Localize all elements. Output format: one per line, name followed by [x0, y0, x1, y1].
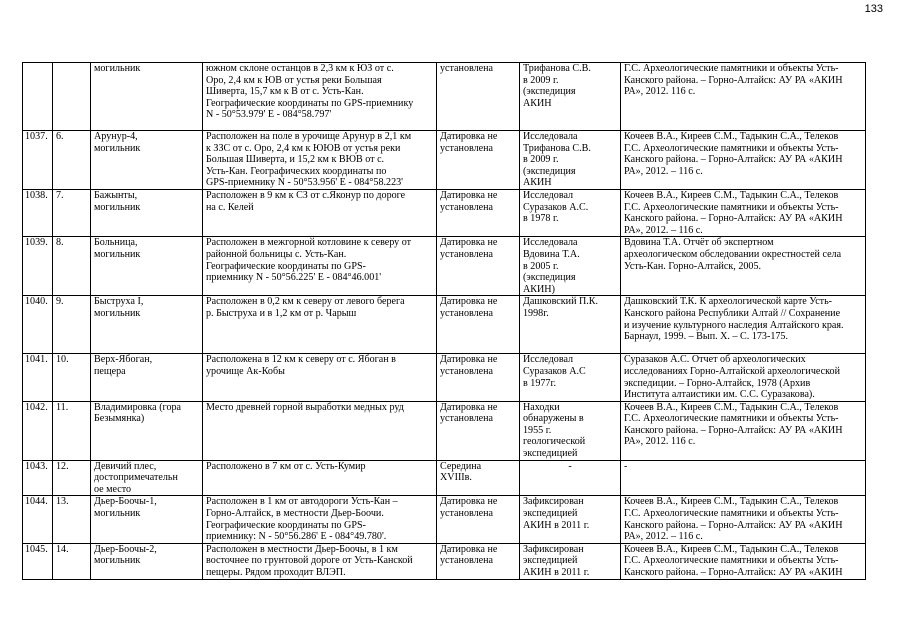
item-number: 7. — [53, 189, 91, 236]
registry-number — [23, 63, 53, 131]
source-reference: - — [621, 460, 866, 496]
monument-location: Расположен в 0,2 км к северу от левого берега р. Быструха и в 1,2 км от р. Чарыш — [203, 296, 437, 354]
monument-dating: Датировка не установлена — [437, 354, 520, 401]
table-row — [23, 496, 866, 543]
monument-name: Быструха I, могильник — [91, 296, 203, 354]
research-info: Дашковский П.К. 1998г. — [520, 296, 621, 354]
monument-location: Расположено в 7 км от с. Усть-Кумир — [203, 460, 437, 496]
item-number: 12. — [53, 460, 91, 496]
monument-dating: Датировка не установлена — [437, 496, 520, 543]
source-reference: Суразаков А.С. Отчет об археологических исследованиях Горно-Алтайской археологической экспедиции. – Горно-Алтайск, 1978 (Архив Института алтаистики им. С.С. Суразакова). — [621, 354, 866, 401]
monument-location: Место древней горной выработки медных руд — [203, 401, 437, 460]
monument-dating: Датировка не установлена — [437, 237, 520, 296]
monument-dating: установлена — [437, 63, 520, 131]
item-number: 6. — [53, 131, 91, 190]
source-reference: Кочеев В.А., Киреев С.М., Тадыкин С.А., Телеков Г.С. Археологические памятники и объекты Усть- Канского района. – Горно-Алтайск: АУ РА «АКИН РА», 2012. – 116 с. — [621, 131, 866, 190]
registry-number: 1037. — [23, 131, 53, 190]
monument-name: Девичий плес, достопримечательн ое место — [91, 460, 203, 496]
table-row — [23, 543, 866, 579]
monument-name: Дьер-Боочы-2, могильник — [91, 543, 203, 579]
research-info: Зафиксирован экспедицией АКИН в 2011 г. — [520, 543, 621, 579]
registry-number: 1045. — [23, 543, 53, 579]
research-info: Исследовал Суразаков А.С в 1977г. — [520, 354, 621, 401]
table-row — [23, 401, 866, 460]
source-reference: Кочеев В.А., Киреев С.М., Тадыкин С.А., Телеков Г.С. Археологические памятники и объекты Усть- Канского района. – Горно-Алтайск: АУ РА «АКИН РА», 2012. 116 с. — [621, 401, 866, 460]
table-row — [23, 63, 866, 131]
registry-number: 1042. — [23, 401, 53, 460]
monument-location: Расположена в 12 км к северу от с. Ябоган в урочище Ак-Кобы — [203, 354, 437, 401]
monument-dating: Датировка не установлена — [437, 296, 520, 354]
registry-number: 1038. — [23, 189, 53, 236]
research-info: - — [520, 460, 621, 496]
source-reference: Кочеев В.А., Киреев С.М., Тадыкин С.А., Телеков Г.С. Археологические памятники и объекты Усть- Канского района. – Горно-Алтайск: АУ РА «АКИН РА», 2012. – 116 с. — [621, 189, 866, 236]
source-reference: Кочеев В.А., Киреев С.М., Тадыкин С.А., Телеков Г.С. Археологические памятники и объекты Усть- Канского района. – Горно-Алтайск: АУ РА «АКИН РА», 2012. – 116 с. — [621, 496, 866, 543]
source-reference: Кочеев В.А., Киреев С.М., Тадыкин С.А., Телеков Г.С. Археологические памятники и объекты Усть- Канского района. – Горно-Алтайск: АУ РА «АКИН — [621, 543, 866, 579]
monument-name: Арунур-4, могильник — [91, 131, 203, 190]
item-number: 8. — [53, 237, 91, 296]
monument-name: Дьер-Боочы-1, могильник — [91, 496, 203, 543]
research-info: Трифанова С.В. в 2009 г. (экспедиция АКИН — [520, 63, 621, 131]
research-info: Находки обнаружены в 1955 г. геологической экспедицией — [520, 401, 621, 460]
monument-name: могильник — [91, 63, 203, 131]
monument-name: Верх-Ябоган, пещера — [91, 354, 203, 401]
monument-name: Больница, могильник — [91, 237, 203, 296]
monument-dating: Датировка не установлена — [437, 189, 520, 236]
item-number: 10. — [53, 354, 91, 401]
research-info: Исследовала Вдовина Т.А. в 2005 г. (экспедиция АКИН) — [520, 237, 621, 296]
item-number: 9. — [53, 296, 91, 354]
item-number — [53, 63, 91, 131]
monument-dating: Середина XVIIIв. — [437, 460, 520, 496]
item-number: 13. — [53, 496, 91, 543]
registry-number: 1044. — [23, 496, 53, 543]
monuments-table — [22, 62, 866, 580]
table-row — [23, 460, 866, 496]
table-row — [23, 189, 866, 236]
monument-location: Расположен в 9 км к СЗ от с.Яконур по дороге на с. Келей — [203, 189, 437, 236]
monument-location: Расположен в межгорной котловине к северу от районной больницы с. Усть-Кан. Географические координаты по GPS- приемнику N - 50°56.225' E - 084°46.001' — [203, 237, 437, 296]
research-info: Зафиксирован экспедицией АКИН в 2011 г. — [520, 496, 621, 543]
monument-location: Расположен в 1 км от автодороги Усть-Кан – Горно-Алтайск, в местности Дьер-Боочи. Географические координаты по GPS- приемнику: N - 50°56.286' E - 084°49.780'. — [203, 496, 437, 543]
monument-name: Бажынты, могильник — [91, 189, 203, 236]
registry-number: 1041. — [23, 354, 53, 401]
monument-dating: Датировка не установлена — [437, 401, 520, 460]
registry-number: 1039. — [23, 237, 53, 296]
monument-location: Расположен на поле в урочище Арунур в 2,1 км к ЗЗС от с. Оро, 2,4 км к ЮЮВ от устья реки Большая Шиверта, и 15,2 км к ВЮВ от с. Усть-Кан. Географических координаты по GPS-приемнику N - 50°53.956' E - 084°58.223' — [203, 131, 437, 190]
registry-number: 1043. — [23, 460, 53, 496]
source-reference: Дашковский Т.К. К археологической карте Усть- Канского района Республики Алтай // Сохранение и изучение культурного наследия Алтайского края. Барнаул, 1999. – Вып. Х. – С. 173-175. — [621, 296, 866, 354]
monument-dating: Датировка не установлена — [437, 131, 520, 190]
table-row — [23, 237, 866, 296]
monument-name: Владимировка (гора Безымянка) — [91, 401, 203, 460]
registry-number: 1040. — [23, 296, 53, 354]
source-reference: Вдовина Т.А. Отчёт об экспертном археологическом обследовании окрестностей села Усть-Кан. Горно-Алтайск, 2005. — [621, 237, 866, 296]
table-row — [23, 296, 866, 354]
table-row — [23, 131, 866, 190]
page-number: 133 — [864, 3, 883, 15]
item-number: 11. — [53, 401, 91, 460]
research-info: Исследовал Суразаков А.С. в 1978 г. — [520, 189, 621, 236]
source-reference: Г.С. Археологические памятники и объекты Усть- Канского района. – Горно-Алтайск: АУ РА «АКИН РА», 2012. 116 с. — [621, 63, 866, 131]
table-row — [23, 354, 866, 401]
monument-location: южном склоне останцов в 2,3 км к ЮЗ от с. Оро, 2,4 км к ЮВ от устья реки Большая Шиверта, 15,7 км к В от с. Усть-Кан. Географические координаты по GPS-приемнику N - 50°53.979' E - 084°58.797' — [203, 63, 437, 131]
item-number: 14. — [53, 543, 91, 579]
monument-dating: Датировка не установлена — [437, 543, 520, 579]
research-info: Исследовала Трифанова С.В. в 2009 г. (экспедиция АКИН — [520, 131, 621, 190]
monument-location: Расположен в местности Дьер-Боочы, в 1 км восточнее по грунтовой дороге от Усть-Канской пещеры. Рядом проходит ВЛЭП. — [203, 543, 437, 579]
